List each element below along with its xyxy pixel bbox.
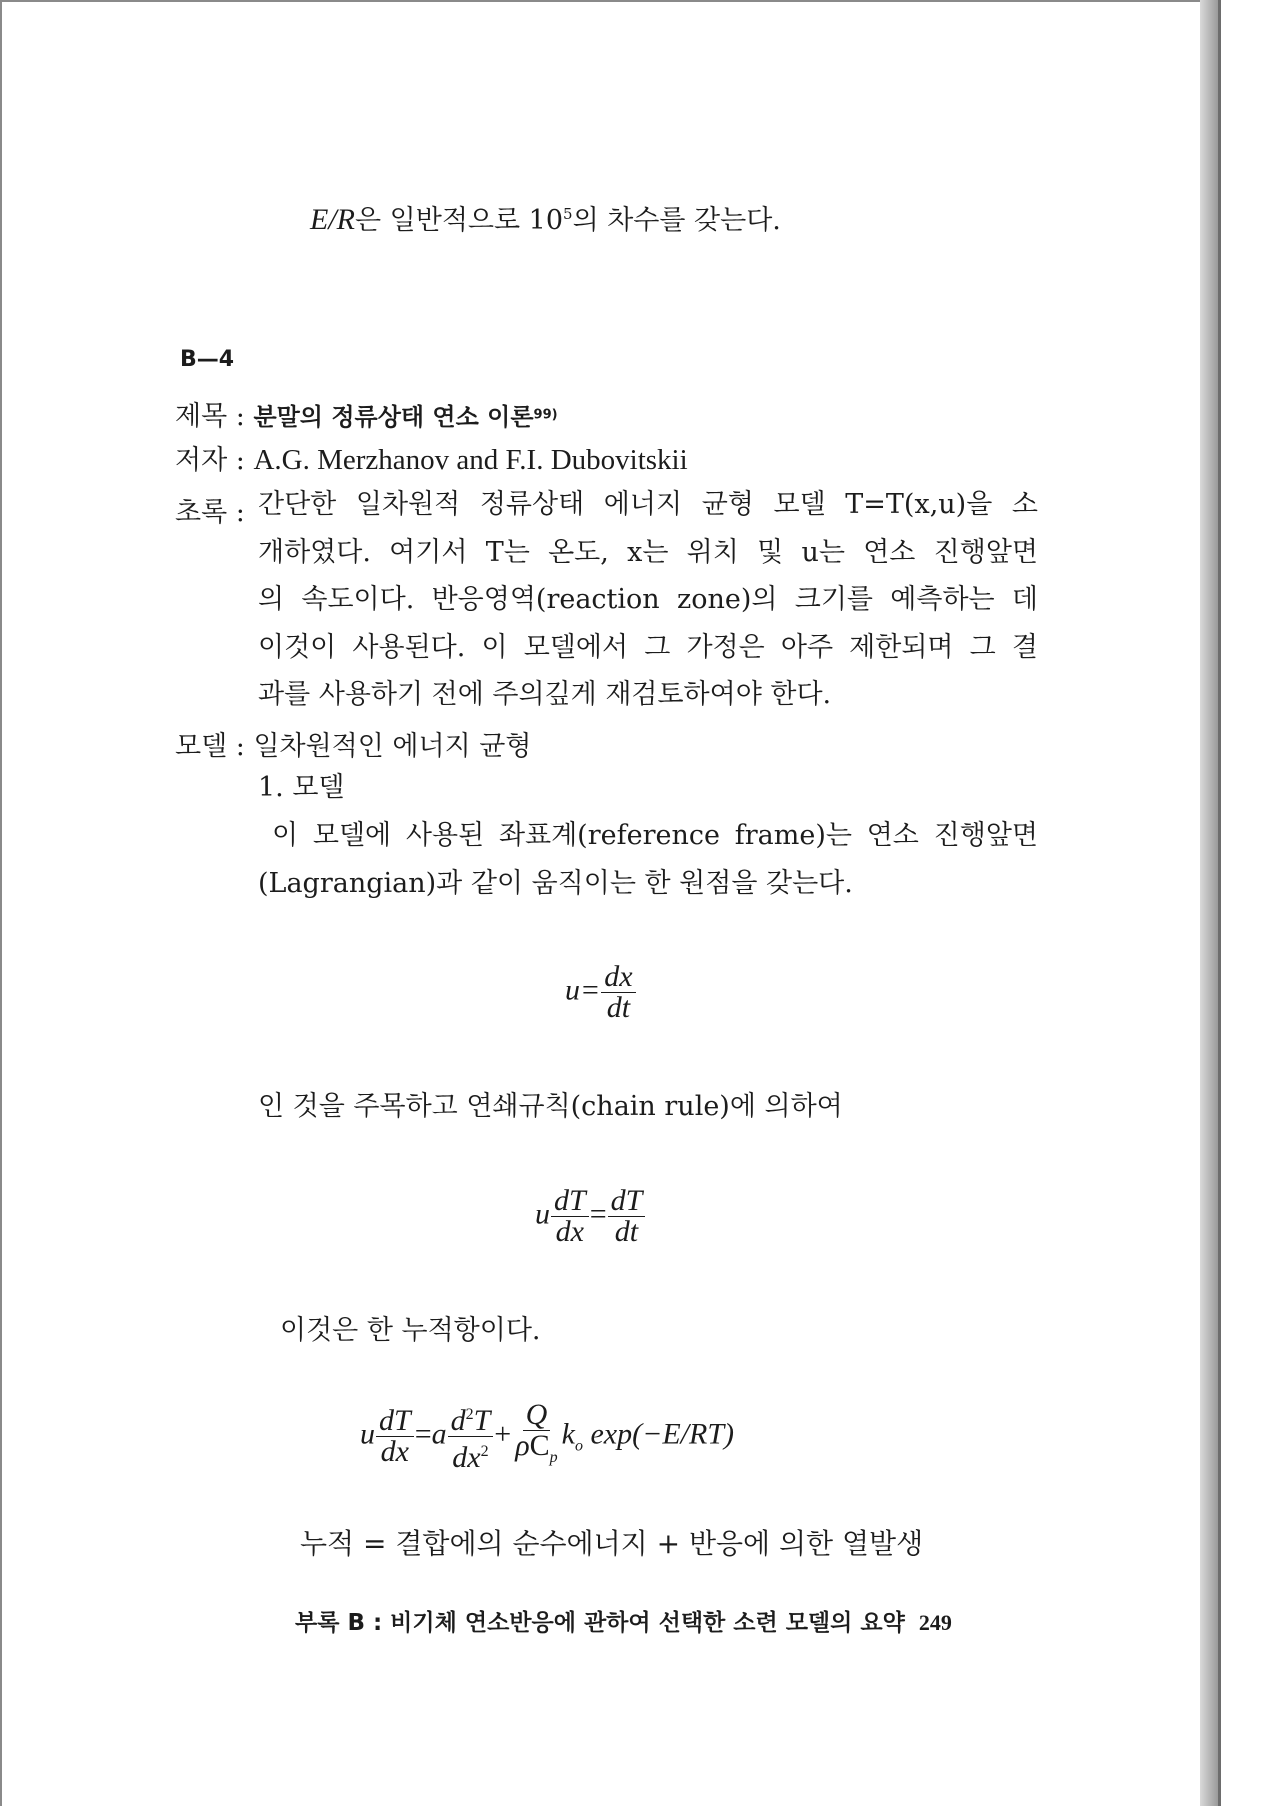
chain-rule-text: 인 것을 주목하고 연쇄규칙(chain rule)에 의하여 — [258, 1091, 843, 1122]
eq3-num2-d: d — [450, 1404, 466, 1437]
eq1-den: dt — [606, 991, 631, 1024]
accumulation-text: 이것은 한 누적항이다. — [280, 1315, 541, 1346]
abstract-text — [258, 481, 1038, 719]
title-value: 분말의 정류상태 연소 이론 — [253, 403, 534, 431]
abstract-line: 의 속도이다. 반응영역(reaction zone)의 크기를 예측하는 데 — [258, 584, 1038, 615]
eq1-num: dx — [601, 962, 635, 993]
abstract-line: 간단한 일차원적 정류상태 에너지 균형 모델 T=T(x,u)을 소 — [258, 489, 1038, 520]
top-line-text-a: 은 일반적으로 10 — [355, 205, 564, 236]
eq2-num1: dT — [551, 1186, 589, 1217]
section-id: B—4 — [180, 347, 235, 372]
book-spine-shadow — [1200, 0, 1218, 1806]
eq3-k-sub: o — [574, 1437, 583, 1455]
eq3-equals: = — [414, 1417, 432, 1451]
model-value: 일차원적인 에너지 균형 — [253, 731, 532, 762]
eq3-c-sub: p — [549, 1449, 558, 1466]
eq3-a: a — [431, 1417, 447, 1451]
subsection-heading: 1. 모델 — [258, 772, 345, 803]
page-frame-top — [0, 0, 1210, 2]
eq3-fraction-3 — [512, 1400, 560, 1473]
eq1-lhs: u= — [565, 973, 601, 1007]
word-equation: 누적 = 결합에의 순수에너지 + 반응에 의한 열발생 — [300, 1527, 924, 1560]
page-frame-left — [0, 0, 2, 1806]
eq2-fraction-2 — [608, 1186, 646, 1247]
eq2-u: u — [535, 1197, 550, 1231]
equation-chain-rule — [535, 1186, 646, 1247]
eq2-fraction-1 — [551, 1186, 589, 1247]
exponent: 5 — [563, 205, 573, 223]
eq3-num3: Q — [523, 1400, 551, 1431]
equation-velocity — [565, 962, 637, 1023]
abstract-label: 초록 : — [175, 497, 245, 528]
page-footer — [295, 1604, 952, 1637]
eq2-num2: dT — [608, 1186, 646, 1217]
eq3-u: u — [360, 1417, 375, 1451]
top-line-text-b: 의 차수를 갖는다. — [572, 205, 781, 236]
eq3-plus: + — [494, 1417, 512, 1451]
book-spine-edge — [1218, 0, 1221, 1806]
eq3-den2-dx: dx — [452, 1441, 481, 1474]
footer-text: 부록 B : 비기체 연소반응에 관하여 선택한 소련 모델의 요약 — [295, 1610, 905, 1636]
eq2-den2: dt — [614, 1215, 639, 1248]
eq3-den1: dx — [380, 1435, 409, 1468]
model-row — [175, 724, 531, 763]
eq2-den1: dx — [555, 1215, 584, 1248]
author-label: 저자 : — [175, 445, 254, 476]
author-row — [175, 438, 688, 477]
title-row — [175, 394, 558, 433]
eq3-exp-term: exp(−E/RT) — [582, 1417, 734, 1451]
top-line — [310, 205, 781, 235]
eq3-num1: dT — [376, 1406, 414, 1437]
formula-e-over-r: E/R — [310, 203, 355, 236]
equation-energy-balance — [360, 1400, 734, 1473]
eq3-c: C — [529, 1429, 550, 1462]
model-label: 모델 : — [175, 731, 254, 762]
eq3-den3 — [512, 1431, 560, 1473]
page-number: 249 — [918, 1610, 952, 1635]
eq3-den2 — [449, 1437, 491, 1473]
eq3-fraction-2 — [448, 1400, 494, 1473]
model-para-line: 이 모델에 사용된 좌표계(reference frame)는 연소 진행앞면 — [272, 820, 1038, 851]
eq3-rho: ρ — [515, 1429, 530, 1462]
model-paragraph — [258, 812, 1038, 907]
title-ref: 99) — [533, 407, 558, 423]
author-value: A.G. Merzhanov and F.I. Dubovitskii — [253, 444, 688, 476]
eq3-num2-t: T — [473, 1404, 491, 1437]
eq3-num2-sup: 2 — [465, 1406, 474, 1423]
eq3-den2-sup: 2 — [480, 1443, 489, 1460]
model-para-line: (Lagrangian)과 같이 움직이는 한 원점을 갖는다. — [258, 867, 853, 899]
eq3-k: k — [561, 1417, 575, 1451]
abstract-line: 개하였다. 여기서 T는 온도, x는 위치 및 u는 연소 진행앞면 — [258, 536, 1038, 568]
abstract-line: 이것이 사용된다. 이 모델에서 그 가정은 아주 제한되며 그 결 — [258, 631, 1038, 663]
eq2-equals: = — [589, 1197, 607, 1231]
abstract-line: 과를 사용하기 전에 주의깊게 재검토하여야 한다. — [258, 679, 832, 710]
eq1-fraction — [601, 962, 635, 1023]
eq3-fraction-1 — [376, 1406, 414, 1467]
eq3-num2 — [448, 1400, 494, 1437]
title-label: 제목 : — [175, 401, 254, 432]
